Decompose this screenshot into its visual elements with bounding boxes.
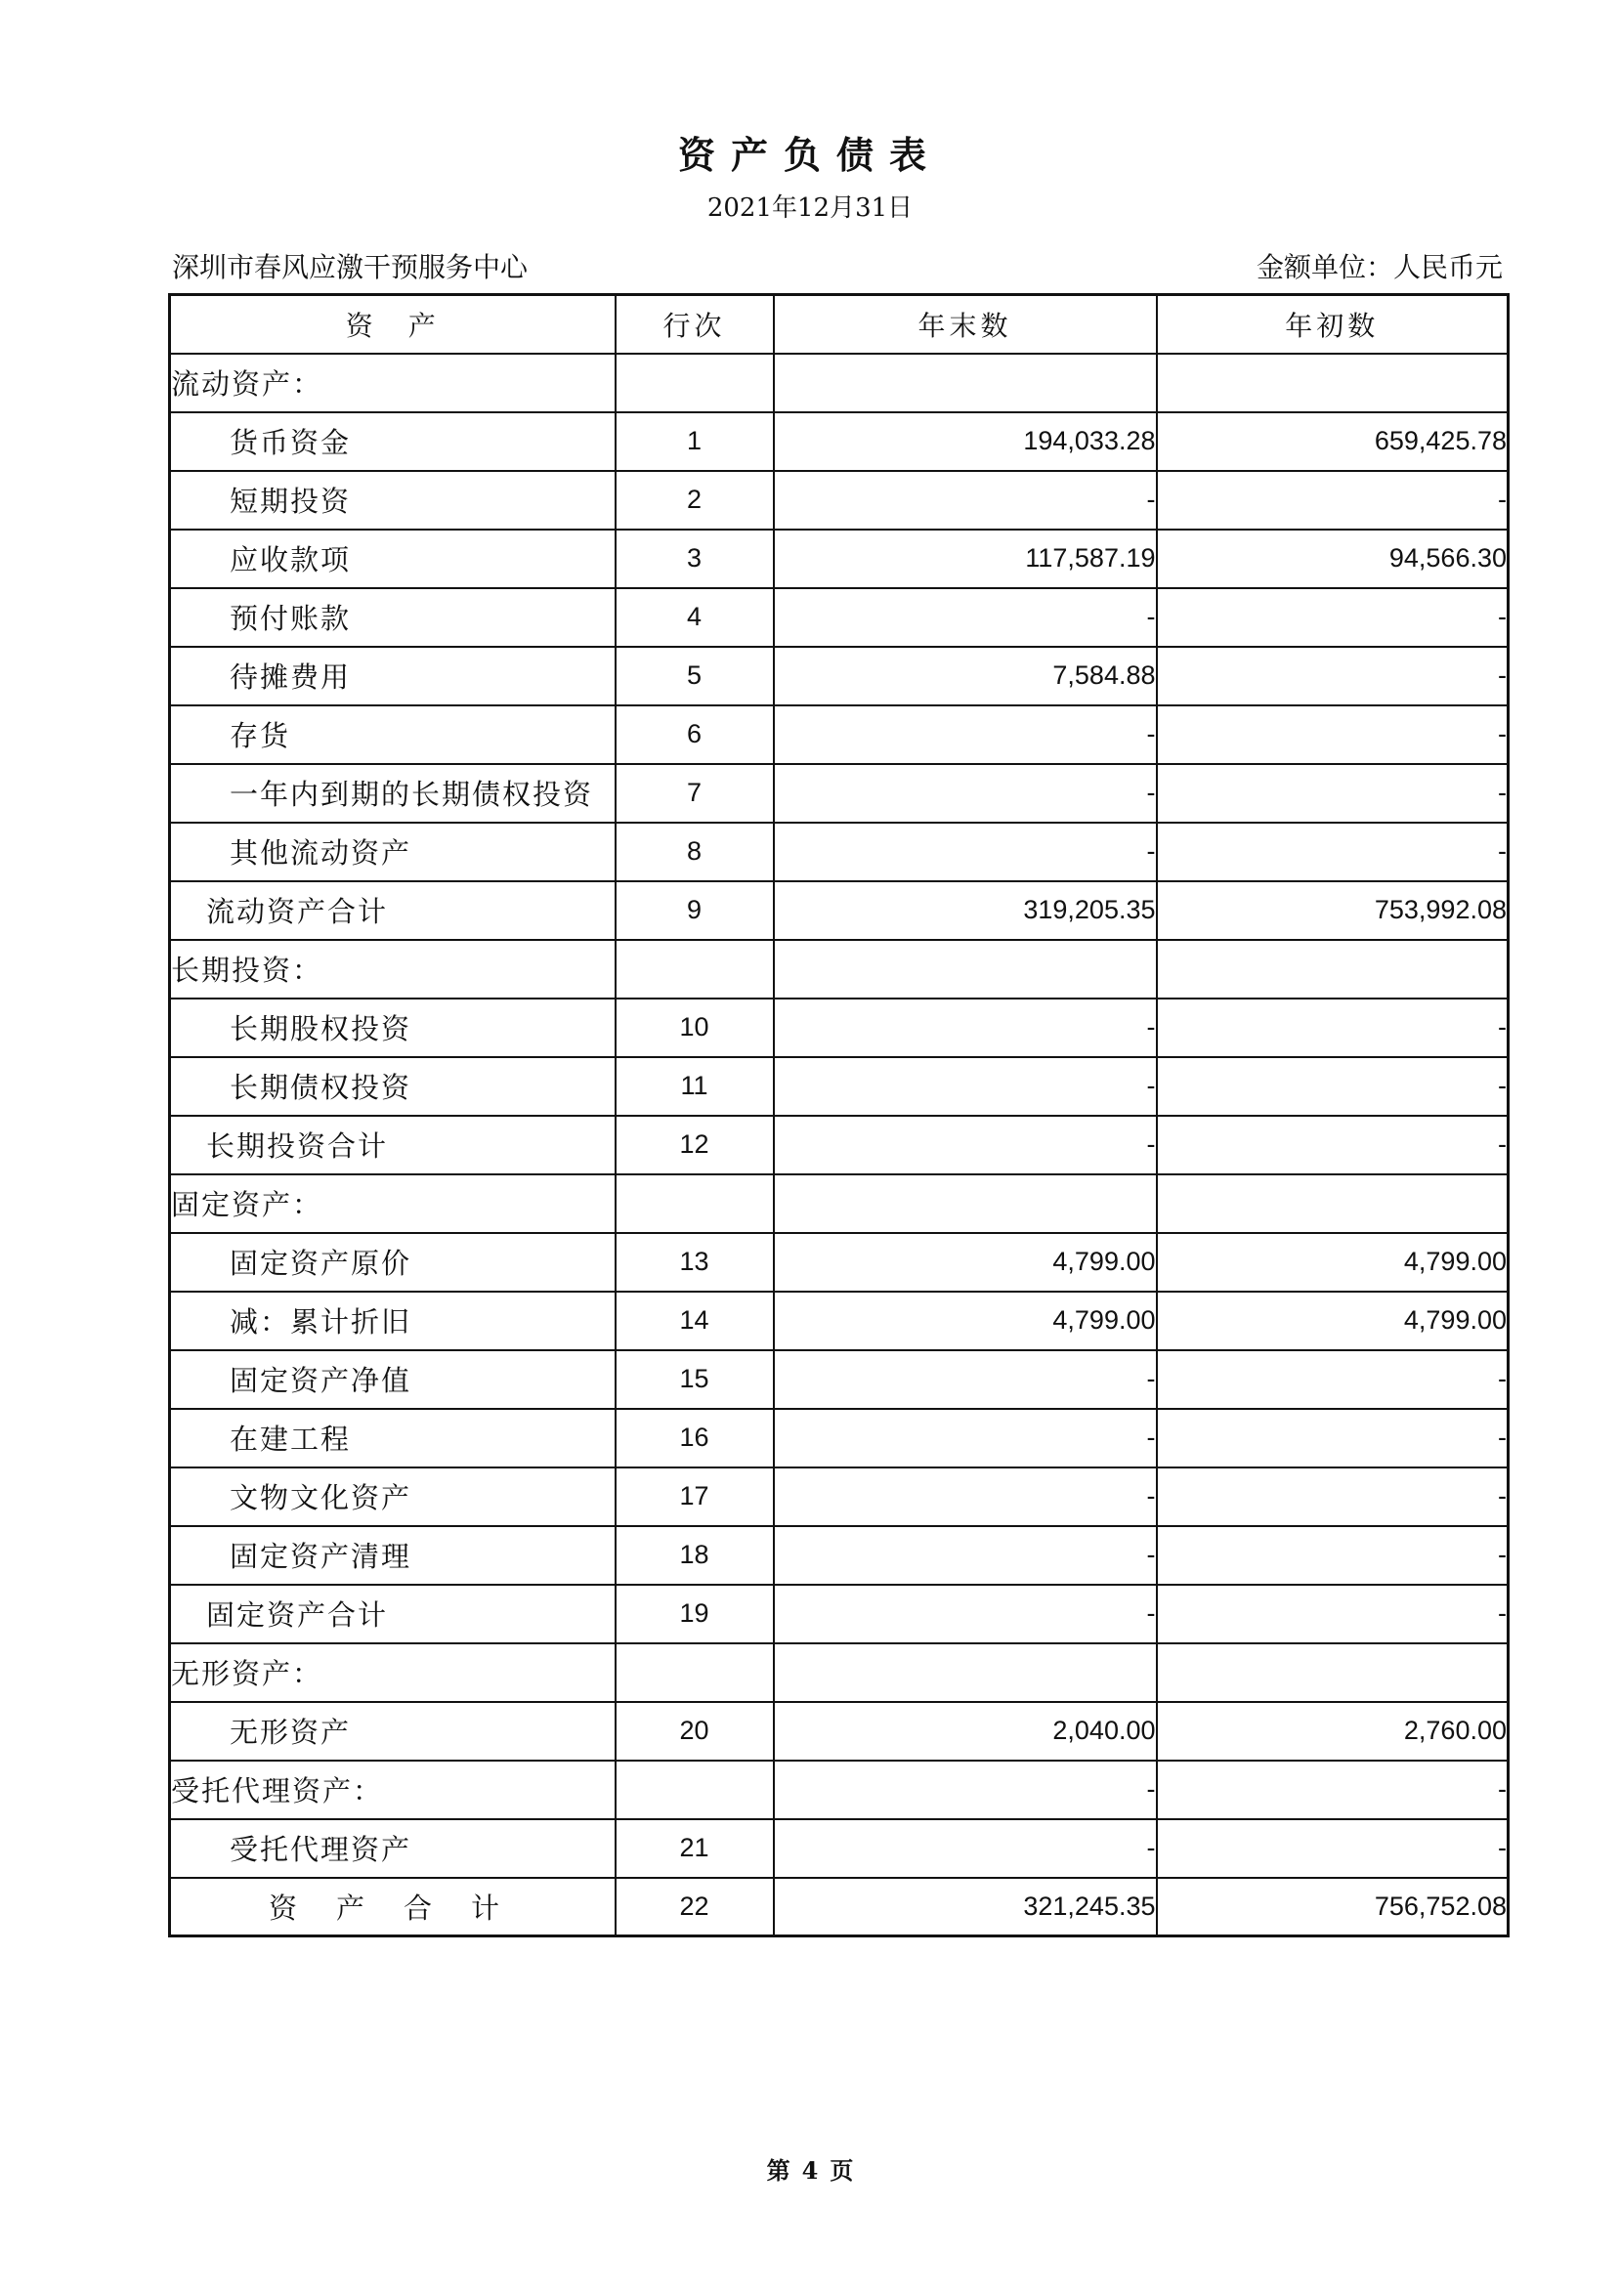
report-date: 2021年12月31日 [706,193,914,223]
row-year-end: - [774,705,1157,764]
row-year-begin: - [1157,999,1509,1057]
table-row [170,1233,1509,1292]
organization-name: 深圳市春风应激干预服务中心 [172,251,529,283]
row-year-begin: - [1157,647,1509,705]
table-row [170,1819,1509,1878]
row-year-begin: - [1157,823,1509,881]
row-year-end: - [774,1761,1157,1819]
row-year-begin [1157,940,1509,999]
header-line-no: 行次 [616,295,774,354]
row-name: 无形资产 [170,1702,616,1761]
row-year-end: 4,799.00 [774,1292,1157,1350]
row-line-no [616,354,774,412]
table-row [170,412,1509,471]
row-line-no: 12 [616,1116,774,1174]
row-line-no [616,940,774,999]
table-row [170,530,1509,588]
row-line-no: 9 [616,881,774,940]
row-year-end: - [774,764,1157,823]
row-year-begin: - [1157,1116,1509,1174]
row-name: 减：累计折旧 [170,1292,616,1350]
row-year-end: - [774,1057,1157,1116]
row-year-end: - [774,1467,1157,1526]
row-year-end: 117,587.19 [774,530,1157,588]
row-line-no: 14 [616,1292,774,1350]
row-line-no [616,1643,774,1702]
row-line-no: 7 [616,764,774,823]
document-title: 资产负债表 [677,133,942,177]
row-year-begin [1157,1643,1509,1702]
row-year-end: - [774,471,1157,530]
row-name: 长期债权投资 [170,1057,616,1116]
table-row [170,1292,1509,1350]
row-year-begin [1157,354,1509,412]
page-suffix: 页 [830,2156,854,2185]
row-year-begin: 659,425.78 [1157,412,1509,471]
row-year-end: - [774,1819,1157,1878]
row-name: 受托代理资产： [170,1761,616,1819]
row-year-begin: 753,992.08 [1157,881,1509,940]
table-row [170,1761,1509,1819]
row-name: 无形资产： [170,1643,616,1702]
row-name: 固定资产原价 [170,1233,616,1292]
row-year-begin: - [1157,764,1509,823]
header-year-end: 年末数 [774,295,1157,354]
row-line-no: 17 [616,1467,774,1526]
row-line-no: 13 [616,1233,774,1292]
row-name: 长期投资： [170,940,616,999]
row-line-no: 10 [616,999,774,1057]
currency-unit: 金额单位：人民币元 [1256,251,1503,283]
row-year-begin: - [1157,1409,1509,1467]
row-name: 在建工程 [170,1409,616,1467]
table-row [170,1467,1509,1526]
row-name: 其他流动资产 [170,823,616,881]
row-line-no: 11 [616,1057,774,1116]
row-name: 货币资金 [170,412,616,471]
row-line-no [616,1761,774,1819]
row-year-end: 7,584.88 [774,647,1157,705]
table-row [170,1174,1509,1233]
table-row [170,999,1509,1057]
row-year-end: 2,040.00 [774,1702,1157,1761]
table-row [170,823,1509,881]
row-year-begin [1157,1174,1509,1233]
row-name: 待摊费用 [170,647,616,705]
row-year-end: - [774,1526,1157,1585]
table-row [170,1526,1509,1585]
row-name: 流动资产： [170,354,616,412]
row-name: 固定资产合计 [170,1585,616,1643]
row-year-end: - [774,1116,1157,1174]
row-year-begin: - [1157,1819,1509,1878]
table-row [170,705,1509,764]
row-year-begin: - [1157,1526,1509,1585]
row-name: 短期投资 [170,471,616,530]
row-year-end: - [774,1585,1157,1643]
header-assets: 资 产 [170,295,616,354]
row-year-end [774,1643,1157,1702]
row-line-no: 8 [616,823,774,881]
row-line-no: 20 [616,1702,774,1761]
row-line-no: 1 [616,412,774,471]
row-year-end [774,354,1157,412]
row-name: 固定资产净值 [170,1350,616,1409]
row-name: 固定资产清理 [170,1526,616,1585]
row-year-begin: - [1157,1350,1509,1409]
row-year-end: - [774,1350,1157,1409]
row-line-no: 3 [616,530,774,588]
row-line-no: 6 [616,705,774,764]
row-year-begin: - [1157,471,1509,530]
table-row [170,647,1509,705]
row-name: 应收款项 [170,530,616,588]
row-line-no: 15 [616,1350,774,1409]
table-row [170,1057,1509,1116]
row-line-no: 19 [616,1585,774,1643]
row-line-no: 5 [616,647,774,705]
row-name: 受托代理资产 [170,1819,616,1878]
row-year-end: 4,799.00 [774,1233,1157,1292]
row-year-end: - [774,1409,1157,1467]
table-row [170,354,1509,412]
row-year-end: 321,245.35 [774,1878,1157,1936]
page-prefix: 第 [766,2156,790,2185]
row-year-begin: - [1157,1467,1509,1526]
header-year-begin: 年初数 [1157,295,1509,354]
page-value: 4 [801,2156,819,2185]
table-row [170,1585,1509,1643]
page-number [0,2151,1620,2186]
table-row [170,1116,1509,1174]
row-year-end: - [774,999,1157,1057]
row-name: 长期投资合计 [170,1116,616,1174]
row-year-end: - [774,823,1157,881]
row-year-begin: - [1157,1585,1509,1643]
row-line-no: 22 [616,1878,774,1936]
balance-sheet-table [168,293,1510,1937]
table-row [170,764,1509,823]
table-row [170,881,1509,940]
table-row [170,940,1509,999]
row-year-begin: 94,566.30 [1157,530,1509,588]
table-row [170,1643,1509,1702]
table-row [170,471,1509,530]
table-row [170,1409,1509,1467]
row-name: 资产合计 [170,1878,616,1936]
row-line-no: 2 [616,471,774,530]
table-row [170,1878,1509,1936]
table-header-row [170,295,1509,354]
row-name: 流动资产合计 [170,881,616,940]
row-line-no: 4 [616,588,774,647]
table-row [170,588,1509,647]
row-year-begin: 4,799.00 [1157,1292,1509,1350]
row-year-end: - [774,588,1157,647]
row-year-begin: 756,752.08 [1157,1878,1509,1936]
row-year-begin: - [1157,1057,1509,1116]
row-year-begin: 2,760.00 [1157,1702,1509,1761]
row-line-no: 21 [616,1819,774,1878]
row-line-no [616,1174,774,1233]
row-year-begin: - [1157,705,1509,764]
row-year-begin: - [1157,1761,1509,1819]
row-year-end: 319,205.35 [774,881,1157,940]
row-name: 长期股权投资 [170,999,616,1057]
row-year-end: 194,033.28 [774,412,1157,471]
row-year-begin: - [1157,588,1509,647]
row-name: 固定资产： [170,1174,616,1233]
row-year-begin: 4,799.00 [1157,1233,1509,1292]
table-row [170,1350,1509,1409]
row-year-end [774,1174,1157,1233]
row-year-end [774,940,1157,999]
row-name: 存货 [170,705,616,764]
row-name: 预付账款 [170,588,616,647]
row-line-no: 18 [616,1526,774,1585]
row-name: 一年内到期的长期债权投资 [170,764,616,823]
row-name: 文物文化资产 [170,1467,616,1526]
table-row [170,1702,1509,1761]
row-line-no: 16 [616,1409,774,1467]
